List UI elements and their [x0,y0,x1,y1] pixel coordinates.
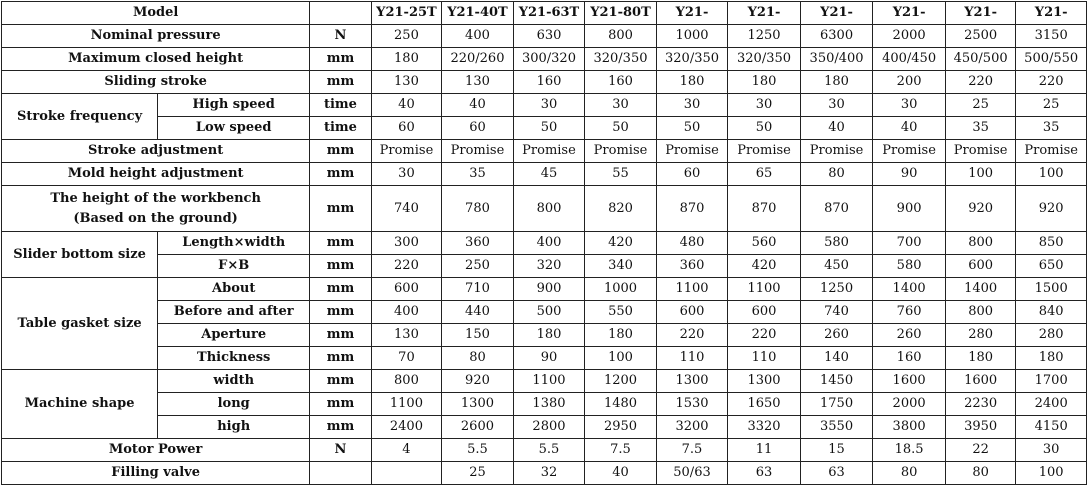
value-cell: 800 [945,301,1016,324]
unit-cell: mm [310,416,371,439]
table-row [2,324,1087,347]
value-cell: 2230 [945,393,1016,416]
value-cell: 1700 [1016,370,1087,393]
model-name: Y21- [873,2,946,25]
unit-cell: mm [310,71,371,94]
value-cell: 1450 [800,370,873,393]
value-cell: 400 [513,232,585,255]
unit-cell: mm [310,163,371,186]
table-row [2,25,1087,48]
value-cell: 90 [873,163,946,186]
value-cell: 360 [442,232,514,255]
value-cell: 130 [371,324,442,347]
value-cell: 180 [585,324,657,347]
value-cell: 35 [442,163,514,186]
value-cell: 400 [371,301,442,324]
value-cell: 130 [371,71,442,94]
model-name: Y21- [945,2,1016,25]
table-row [2,117,1087,140]
value-cell: 1000 [656,25,728,48]
value-cell: 1650 [728,393,801,416]
unit-cell: mm [310,140,371,163]
value-cell: 100 [585,347,657,370]
value-cell: 420 [585,232,657,255]
value-cell: 850 [1016,232,1087,255]
value-cell: 780 [442,186,514,232]
table-row [2,393,1087,416]
value-cell: 870 [800,186,873,232]
value-cell: 1480 [585,393,657,416]
value-cell: 100 [945,163,1016,186]
value-cell: 320 [513,255,585,278]
value-cell: 45 [513,163,585,186]
value-cell: 30 [873,94,946,117]
value-cell: 800 [585,25,657,48]
value-cell: 65 [728,163,801,186]
value-cell: 220 [945,71,1016,94]
value-cell: 220 [371,255,442,278]
value-cell: 280 [1016,324,1087,347]
value-cell: 1100 [728,278,801,301]
value-cell: 25 [442,462,514,485]
value-cell: 600 [371,278,442,301]
value-cell: 2600 [442,416,514,439]
value-cell: 180 [371,48,442,71]
table-row [2,186,1087,232]
value-cell: 2000 [873,25,946,48]
value-cell: 2800 [513,416,585,439]
value-cell: Promise [513,140,585,163]
table-row [2,439,1087,462]
model-header: Model [2,2,310,25]
value-cell: 3320 [728,416,801,439]
value-cell: 1300 [442,393,514,416]
value-cell: 250 [371,25,442,48]
value-cell: 130 [442,71,514,94]
value-cell: 220 [656,324,728,347]
table-row [2,48,1087,71]
value-cell: 140 [800,347,873,370]
value-cell: 2400 [371,416,442,439]
param-label: Nominal pressure [2,25,310,48]
value-cell: 4150 [1016,416,1087,439]
value-cell: 580 [873,255,946,278]
value-cell: 320/350 [585,48,657,71]
value-cell: 440 [442,301,514,324]
unit-cell: mm [310,370,371,393]
unit-cell: mm [310,278,371,301]
value-cell: 50 [513,117,585,140]
value-cell: 600 [728,301,801,324]
value-cell: 50/63 [656,462,728,485]
value-cell: 40 [442,94,514,117]
value-cell: 360 [656,255,728,278]
value-cell: 15 [800,439,873,462]
param-label: Mold height adjustment [2,163,310,186]
param-label: Length×width [158,232,310,255]
value-cell: 1100 [371,393,442,416]
model-name: Y21-80T [585,2,657,25]
value-cell: 3550 [800,416,873,439]
model-name: Y21- [656,2,728,25]
value-cell: 1600 [873,370,946,393]
value-cell: 560 [728,232,801,255]
param-label: Low speed [158,117,310,140]
value-cell: 55 [585,163,657,186]
value-cell: 32 [513,462,585,485]
unit-cell: mm [310,48,371,71]
value-cell: 100 [1016,462,1087,485]
value-cell: 800 [945,232,1016,255]
value-cell: 180 [513,324,585,347]
value-cell: 740 [800,301,873,324]
value-cell: 600 [945,255,1016,278]
table-row [2,278,1087,301]
param-label [2,186,310,232]
value-cell: 900 [513,278,585,301]
spec-table [1,1,1087,485]
value-cell: 3950 [945,416,1016,439]
value-cell: 70 [371,347,442,370]
value-cell: 630 [513,25,585,48]
param-label: Before and after [158,301,310,324]
table-row [2,416,1087,439]
unit-header [310,2,371,25]
value-cell: 160 [513,71,585,94]
value-cell: 30 [728,94,801,117]
value-cell: 740 [371,186,442,232]
value-cell: 280 [945,324,1016,347]
table-row [2,232,1087,255]
unit-cell: time [310,117,371,140]
value-cell: 25 [1016,94,1087,117]
unit-cell: N [310,25,371,48]
unit-cell: mm [310,393,371,416]
value-cell: 1200 [585,370,657,393]
param-label: High speed [158,94,310,117]
value-cell: 820 [585,186,657,232]
value-cell: 300 [371,232,442,255]
model-name: Y21- [800,2,873,25]
value-cell: 840 [1016,301,1087,324]
value-cell: 30 [585,94,657,117]
value-cell: 260 [873,324,946,347]
value-cell: 870 [728,186,801,232]
value-cell: 7.5 [585,439,657,462]
value-cell: 2500 [945,25,1016,48]
table-row [2,71,1087,94]
param-label: F×B [158,255,310,278]
value-cell: 40 [585,462,657,485]
model-name: Y21-63T [513,2,585,25]
value-cell: 60 [442,117,514,140]
value-cell: Promise [800,140,873,163]
value-cell: 60 [656,163,728,186]
value-cell: 180 [800,71,873,94]
value-cell: 90 [513,347,585,370]
value-cell: 22 [945,439,1016,462]
value-cell: 180 [728,71,801,94]
value-cell: 35 [1016,117,1087,140]
value-cell: 250 [442,255,514,278]
value-cell: 1600 [945,370,1016,393]
value-cell: 220 [1016,71,1087,94]
value-cell: 6300 [800,25,873,48]
value-cell: 160 [873,347,946,370]
value-cell: 5.5 [513,439,585,462]
header-row [2,2,1087,25]
value-cell: 2400 [1016,393,1087,416]
value-cell: 400/450 [873,48,946,71]
value-cell: 1100 [656,278,728,301]
value-cell: 80 [945,462,1016,485]
param-label-line1: The height of the workbench [50,190,261,206]
param-label: high [158,416,310,439]
value-cell: 50 [656,117,728,140]
value-cell: 920 [945,186,1016,232]
unit-cell: mm [310,301,371,324]
value-cell: 500/550 [1016,48,1087,71]
param-label: Sliding stroke [2,71,310,94]
value-cell: 1400 [945,278,1016,301]
value-cell: 320/350 [728,48,801,71]
value-cell: 3150 [1016,25,1087,48]
value-cell: 40 [873,117,946,140]
value-cell: 150 [442,324,514,347]
table-row [2,370,1087,393]
value-cell: 580 [800,232,873,255]
unit-cell: mm [310,232,371,255]
value-cell: 80 [873,462,946,485]
value-cell: 110 [728,347,801,370]
value-cell: Promise [442,140,514,163]
value-cell: 3800 [873,416,946,439]
table-row [2,462,1087,485]
unit-cell: mm [310,186,371,232]
value-cell: 920 [442,370,514,393]
value-cell: 1300 [656,370,728,393]
value-cell: 220/260 [442,48,514,71]
value-cell: Promise [728,140,801,163]
value-cell: 760 [873,301,946,324]
param-label: About [158,278,310,301]
value-cell: 50 [585,117,657,140]
value-cell: 350/400 [800,48,873,71]
value-cell: 180 [656,71,728,94]
value-cell: 40 [800,117,873,140]
value-cell: 25 [945,94,1016,117]
model-name: Y21-25T [371,2,442,25]
value-cell: 480 [656,232,728,255]
value-cell: 1500 [1016,278,1087,301]
param-label: Aperture [158,324,310,347]
value-cell: 2000 [873,393,946,416]
value-cell: 710 [442,278,514,301]
value-cell: 35 [945,117,1016,140]
value-cell: 80 [800,163,873,186]
value-cell: 50 [728,117,801,140]
value-cell: 1000 [585,278,657,301]
group-label: Slider bottom size [2,232,158,278]
value-cell: 200 [873,71,946,94]
value-cell: 18.5 [873,439,946,462]
value-cell: Promise [585,140,657,163]
value-cell: 30 [371,163,442,186]
group-label: Machine shape [2,370,158,439]
param-label: Motor Power [2,439,310,462]
group-label: Stroke frequency [2,94,158,140]
model-name: Y21- [1016,2,1087,25]
value-cell: 80 [442,347,514,370]
table-row [2,347,1087,370]
value-cell: 1300 [728,370,801,393]
value-cell: 400 [442,25,514,48]
table-row [2,94,1087,117]
value-cell: 450 [800,255,873,278]
unit-cell: mm [310,324,371,347]
param-label: long [158,393,310,416]
table-row [2,301,1087,324]
value-cell: 600 [656,301,728,324]
value-cell: Promise [371,140,442,163]
value-cell: 5.5 [442,439,514,462]
value-cell: 420 [728,255,801,278]
value-cell: Promise [1016,140,1087,163]
value-cell: 110 [656,347,728,370]
value-cell: 450/500 [945,48,1016,71]
value-cell [371,462,442,485]
value-cell: 800 [371,370,442,393]
value-cell: 30 [513,94,585,117]
group-label: Table gasket size [2,278,158,370]
value-cell: 30 [800,94,873,117]
param-label: width [158,370,310,393]
unit-cell: mm [310,347,371,370]
value-cell: 260 [800,324,873,347]
table-row [2,255,1087,278]
value-cell: 3200 [656,416,728,439]
value-cell: Promise [656,140,728,163]
value-cell: 2950 [585,416,657,439]
value-cell: 180 [945,347,1016,370]
value-cell: 160 [585,71,657,94]
value-cell: 1100 [513,370,585,393]
value-cell: 40 [371,94,442,117]
model-name: Y21-40T [442,2,514,25]
value-cell: Promise [873,140,946,163]
value-cell: 320/350 [656,48,728,71]
value-cell: 63 [728,462,801,485]
value-cell: 4 [371,439,442,462]
value-cell: 220 [728,324,801,347]
value-cell: 300/320 [513,48,585,71]
value-cell: 63 [800,462,873,485]
value-cell: 500 [513,301,585,324]
value-cell: 340 [585,255,657,278]
value-cell: 1530 [656,393,728,416]
value-cell: 870 [656,186,728,232]
value-cell: 1250 [800,278,873,301]
value-cell: 920 [1016,186,1087,232]
value-cell: 650 [1016,255,1087,278]
value-cell: 900 [873,186,946,232]
value-cell: 30 [1016,439,1087,462]
value-cell: 800 [513,186,585,232]
value-cell: 1380 [513,393,585,416]
value-cell: 100 [1016,163,1087,186]
value-cell: 60 [371,117,442,140]
value-cell: 1250 [728,25,801,48]
value-cell: 700 [873,232,946,255]
value-cell: 180 [1016,347,1087,370]
value-cell: 7.5 [656,439,728,462]
value-cell: 550 [585,301,657,324]
param-label: Filling valve [2,462,310,485]
table-row [2,140,1087,163]
unit-cell: time [310,94,371,117]
unit-cell [310,462,371,485]
value-cell: 30 [656,94,728,117]
model-name: Y21- [728,2,801,25]
param-label: Stroke adjustment [2,140,310,163]
param-label: Maximum closed height [2,48,310,71]
table-row [2,163,1087,186]
param-label: Thickness [158,347,310,370]
value-cell: 11 [728,439,801,462]
value-cell: 1750 [800,393,873,416]
param-label-line2: (Based on the ground) [73,210,238,226]
unit-cell: mm [310,255,371,278]
value-cell: Promise [945,140,1016,163]
value-cell: 1400 [873,278,946,301]
unit-cell: N [310,439,371,462]
